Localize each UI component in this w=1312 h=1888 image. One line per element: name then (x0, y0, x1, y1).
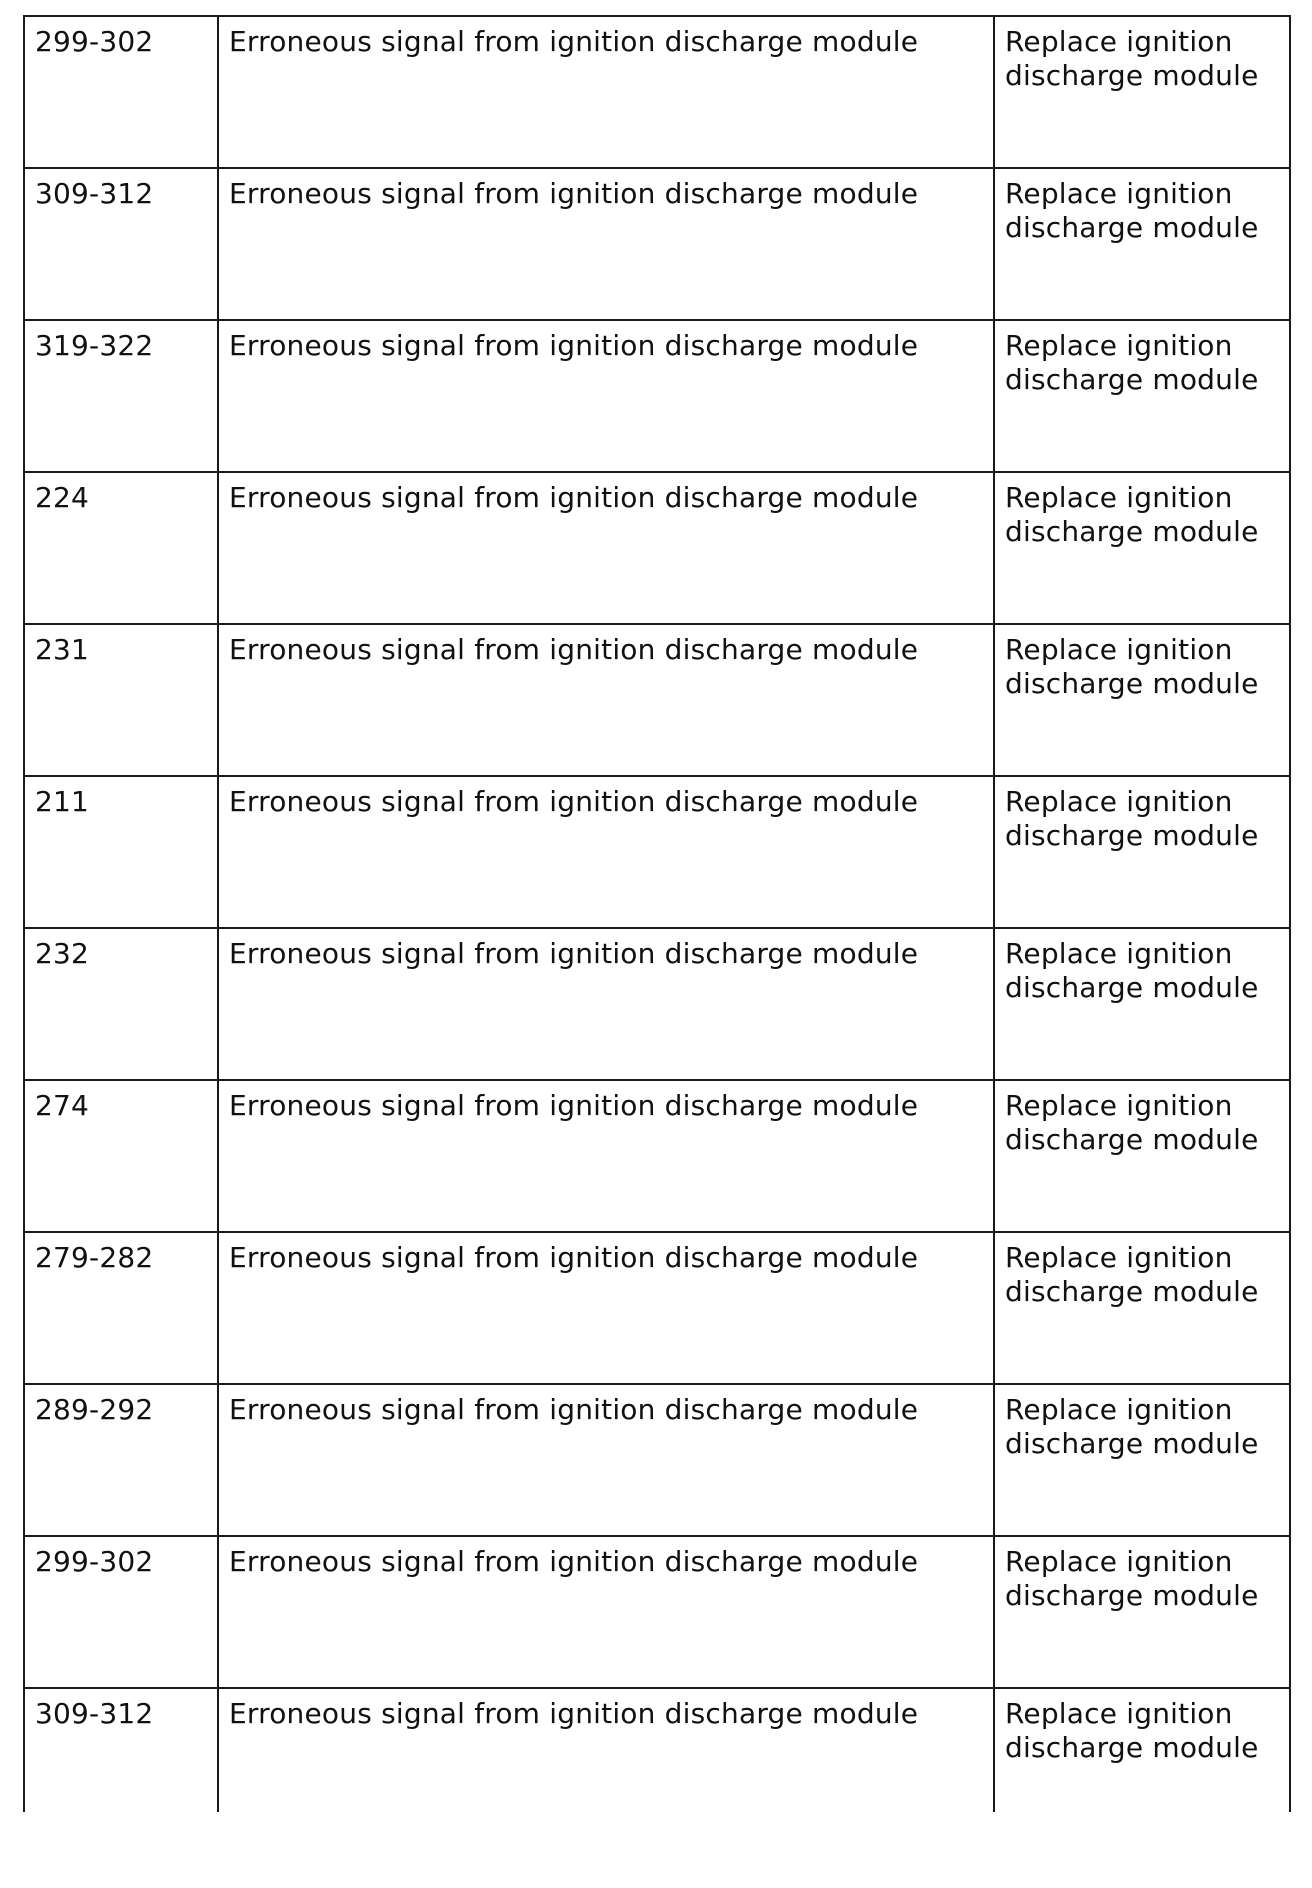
action-cell: Replace ignition discharge module (994, 1688, 1290, 1812)
action-cell: Replace ignition discharge module (994, 320, 1290, 472)
fault-code-cell: 231 (24, 624, 218, 776)
table-row (24, 320, 1290, 472)
fault-code-table (23, 15, 1289, 1812)
action-cell: Replace ignition discharge module (994, 928, 1290, 1080)
fault-code-cell: 289-292 (24, 1384, 218, 1536)
table-row (24, 16, 1290, 168)
table-row (24, 168, 1290, 320)
description-cell: Erroneous signal from ignition discharge module (218, 320, 994, 472)
description-cell: Erroneous signal from ignition discharge module (218, 928, 994, 1080)
fault-code-cell: 299-302 (24, 1536, 218, 1688)
fault-code-cell: 309-312 (24, 1688, 218, 1812)
fault-code-cell: 232 (24, 928, 218, 1080)
action-cell: Replace ignition discharge module (994, 776, 1290, 928)
table-row (24, 1080, 1290, 1232)
description-cell: Erroneous signal from ignition discharge module (218, 1384, 994, 1536)
description-cell: Erroneous signal from ignition discharge module (218, 168, 994, 320)
fault-code-cell: 299-302 (24, 16, 218, 168)
description-cell: Erroneous signal from ignition discharge module (218, 1536, 994, 1688)
fault-code-cell: 319-322 (24, 320, 218, 472)
description-cell: Erroneous signal from ignition discharge module (218, 1688, 994, 1812)
description-cell: Erroneous signal from ignition discharge module (218, 1080, 994, 1232)
table-row (24, 1536, 1290, 1688)
action-cell: Replace ignition discharge module (994, 472, 1290, 624)
action-cell: Replace ignition discharge module (994, 1536, 1290, 1688)
fault-code-cell: 211 (24, 776, 218, 928)
description-cell: Erroneous signal from ignition discharge module (218, 472, 994, 624)
description-cell: Erroneous signal from ignition discharge module (218, 1232, 994, 1384)
description-cell: Erroneous signal from ignition discharge module (218, 776, 994, 928)
table-row (24, 928, 1290, 1080)
action-cell: Replace ignition discharge module (994, 168, 1290, 320)
table-row (24, 624, 1290, 776)
table-row (24, 472, 1290, 624)
action-cell: Replace ignition discharge module (994, 1232, 1290, 1384)
table-row (24, 1384, 1290, 1536)
action-cell: Replace ignition discharge module (994, 624, 1290, 776)
table-row (24, 1232, 1290, 1384)
table-row (24, 776, 1290, 928)
description-cell: Erroneous signal from ignition discharge module (218, 16, 994, 168)
action-cell: Replace ignition discharge module (994, 1384, 1290, 1536)
action-cell: Replace ignition discharge module (994, 16, 1290, 168)
fault-code-cell: 309-312 (24, 168, 218, 320)
action-cell: Replace ignition discharge module (994, 1080, 1290, 1232)
description-cell: Erroneous signal from ignition discharge module (218, 624, 994, 776)
fault-code-cell: 274 (24, 1080, 218, 1232)
table-row (24, 1688, 1290, 1812)
fault-code-cell: 224 (24, 472, 218, 624)
fault-code-cell: 279-282 (24, 1232, 218, 1384)
